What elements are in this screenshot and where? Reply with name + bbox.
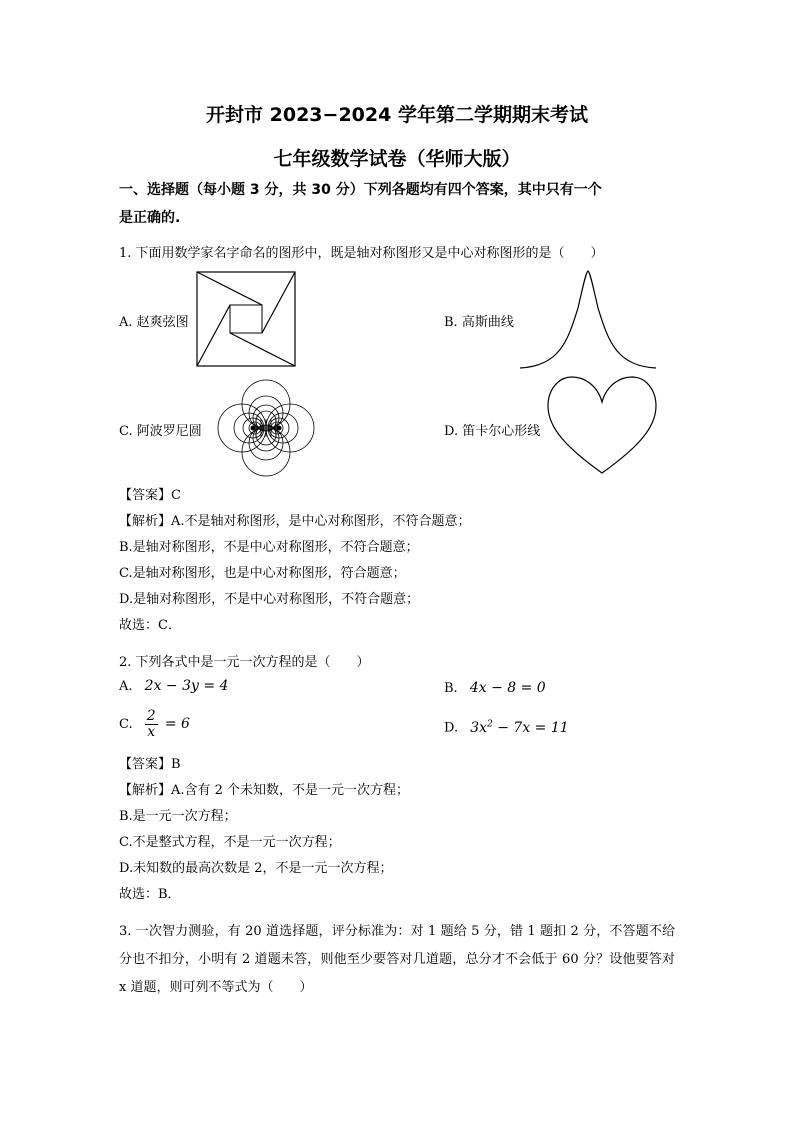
- q1-option-b-text: 高斯曲线: [461, 315, 514, 330]
- q1-analysis-3: C.是轴对称图形，也是中心对称图形，符合题意；: [119, 566, 406, 581]
- section-heading-line1: 一、选择题（每小题 3 分，共 30 分）下列各题均有四个答案，其中只有一个: [119, 182, 602, 198]
- section-heading-line2: 是正确的.: [119, 210, 181, 226]
- q1-analysis-4: D.是轴对称图形，不是中心对称图形，不符合题意；: [119, 592, 420, 607]
- q1-analysis-2: B.是轴对称图形，不是中心对称图形，不符合题意；: [119, 540, 419, 555]
- q1-option-a-text: 赵爽弦图: [136, 315, 189, 330]
- q1-option-b: [444, 311, 514, 330]
- q2-option-c-letter: C.: [119, 717, 133, 732]
- q2-option-d-rest: − 7x = 11: [492, 719, 569, 736]
- q2-option-d-base: 3x: [470, 719, 488, 736]
- q2-option-b-expr: 4x − 8 = 0: [469, 680, 546, 696]
- exam-title: 开封市 2023−2024 学年第二学期期末考试: [206, 104, 588, 126]
- q1-option-c: [119, 420, 202, 439]
- apollonius-circles-diagram: [212, 374, 320, 482]
- q1-option-a: [119, 311, 189, 330]
- q2-option-a-letter: A.: [119, 679, 133, 694]
- q1-option-a-letter: A.: [119, 315, 133, 330]
- zhao-shuang-diagram: [196, 271, 296, 367]
- q1-option-d-text: 笛卡尔心形线: [462, 424, 541, 439]
- q1-answer-block: [119, 483, 679, 639]
- q2-analysis-4: D.未知数的最高次数是 2，不是一元一次方程；: [119, 861, 393, 876]
- q2-answer: 【答案】B: [119, 757, 181, 772]
- q2-analysis-1: 【解析】A.含有 2 个未知数，不是一元一次方程；: [119, 783, 410, 798]
- q2-answer-block: [119, 752, 679, 908]
- q3-stem: 3. 一次智力测验，有 20 道选择题，评分标准为：对 1 题给 5 分，错 1 题扣 2 分，不答题不给分也不扣分，小明有 2 道题未答，则他至少要答对几道题，总分才不会低于 60 分？设他要答对 x 道题，则可列不等式为（ ）: [119, 924, 675, 995]
- q2-option-b: [444, 680, 546, 696]
- q2-option-d-expr: [470, 720, 568, 736]
- q2-option-b-letter: B.: [444, 681, 458, 696]
- q2-stem: 2. 下列各式中是一元一次方程的是（ ）: [119, 655, 370, 670]
- q2-option-c-denominator: x: [147, 724, 156, 740]
- q1-stem: 1. 下面用数学家名字命名的图形中，既是轴对称图形又是中心对称图形的是（ ）: [119, 246, 604, 261]
- q2-option-c-numerator: 2: [146, 708, 156, 724]
- q2-analysis-2: B.是一元一次方程；: [119, 809, 237, 824]
- q2-option-c-rest: = 6: [164, 716, 190, 732]
- section-heading: [119, 176, 689, 232]
- q2-option-c-fraction: [145, 709, 158, 740]
- q2-option-a-expr: 2x − 3y = 4: [144, 678, 229, 694]
- q1-analysis-1: 【解析】A.不是轴对称图形，是中心对称图形，不符合题意；: [119, 514, 471, 529]
- q2-option-d-letter: D.: [444, 720, 459, 736]
- q2-analysis-3: C.不是整式方程，不是一元一次方程；: [119, 835, 341, 850]
- cardioid-heart-diagram: [547, 376, 657, 474]
- q1-option-d-letter: D.: [444, 424, 459, 439]
- q2-option-c: [119, 709, 190, 740]
- q1-option-c-text: 阿波罗尼圆: [136, 424, 202, 439]
- q1-option-d: [444, 420, 540, 439]
- q1-option-b-letter: B.: [444, 315, 458, 330]
- q2-analysis-5: 故选：B．: [119, 887, 181, 902]
- gaussian-curve-diagram: [520, 268, 656, 372]
- q1-option-c-letter: C.: [119, 424, 133, 439]
- q1-answer: 【答案】C: [119, 488, 181, 503]
- q2-option-a: [119, 678, 228, 694]
- exam-subtitle: 七年级数学试卷（华师大版）: [273, 148, 521, 170]
- q1-analysis-5: 故选：C．: [119, 618, 181, 633]
- q2-option-d: [444, 719, 569, 736]
- q2-option-d-exponent: 2: [487, 719, 493, 729]
